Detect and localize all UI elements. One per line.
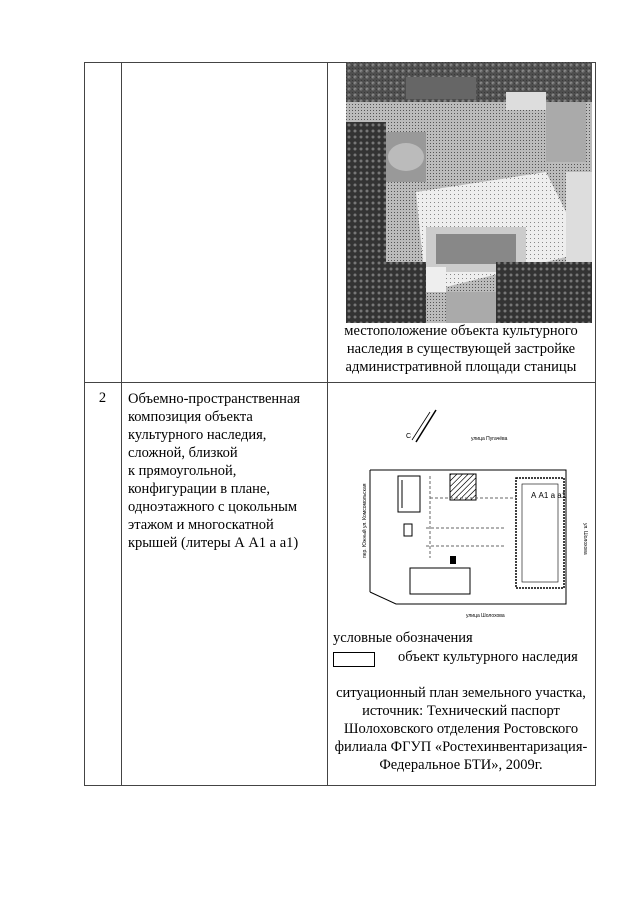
aerial-photo <box>346 62 592 323</box>
photo-caption-line: наследия в существующей застройке <box>346 341 576 357</box>
site-plan <box>346 398 592 628</box>
description-line: Объемно-пространственная <box>128 391 301 407</box>
table-divider-1 <box>121 62 122 786</box>
street-right-label: ул. Шолохова <box>582 523 588 555</box>
plan-caption-line: Федеральное БТИ», 2009г. <box>379 757 543 773</box>
photo-caption-line: административной площади станицы <box>345 359 577 375</box>
photo-caption <box>327 322 595 376</box>
description-line: композиция объекта <box>128 409 253 425</box>
description-line: одноэтажного с цокольным <box>128 499 298 515</box>
plan-object-label: А А1 а а1 <box>531 491 567 500</box>
row-divider <box>84 382 596 383</box>
object-description <box>128 390 328 552</box>
description-line: культурного наследия, <box>128 427 267 443</box>
plan-caption-line: источник: Технический паспорт <box>362 703 560 719</box>
table-border-right <box>595 62 596 786</box>
photo-caption-line: местоположение объекта культурного <box>344 323 578 339</box>
plan-caption <box>327 684 595 774</box>
description-line: этажом и многоскатной <box>128 517 274 533</box>
street-top-label: улица Пугачёва <box>471 436 508 442</box>
description-line: к прямоугольной, <box>128 463 237 479</box>
row-number: 2 <box>98 390 107 406</box>
description-line: сложной, близкой <box>128 445 238 461</box>
plan-caption-line: Шолоховского отделения Ростовского <box>343 721 579 737</box>
description-line: конфигурации в плане, <box>128 481 270 497</box>
heritage-table <box>84 62 596 786</box>
plan-caption-line: филиала ФГУП «Ростехинвентаризация- <box>334 739 588 755</box>
north-label: С <box>406 433 412 440</box>
legend-label: объект культурного наследия <box>398 649 578 665</box>
table-border-left <box>84 62 85 786</box>
description-line: крышей (литеры А А1 а а1) <box>128 535 299 551</box>
street-bottom-label: улица Шолохова <box>466 613 505 619</box>
north-arrow-icon <box>416 410 436 442</box>
legend-title: условные обозначения <box>333 630 473 646</box>
legend-swatch <box>333 652 375 667</box>
street-left-label: пер. Южный ул. Комсомольская <box>362 483 368 558</box>
plan-caption-line: ситуационный план земельного участка, <box>336 685 586 701</box>
table-border-bottom <box>84 785 596 786</box>
